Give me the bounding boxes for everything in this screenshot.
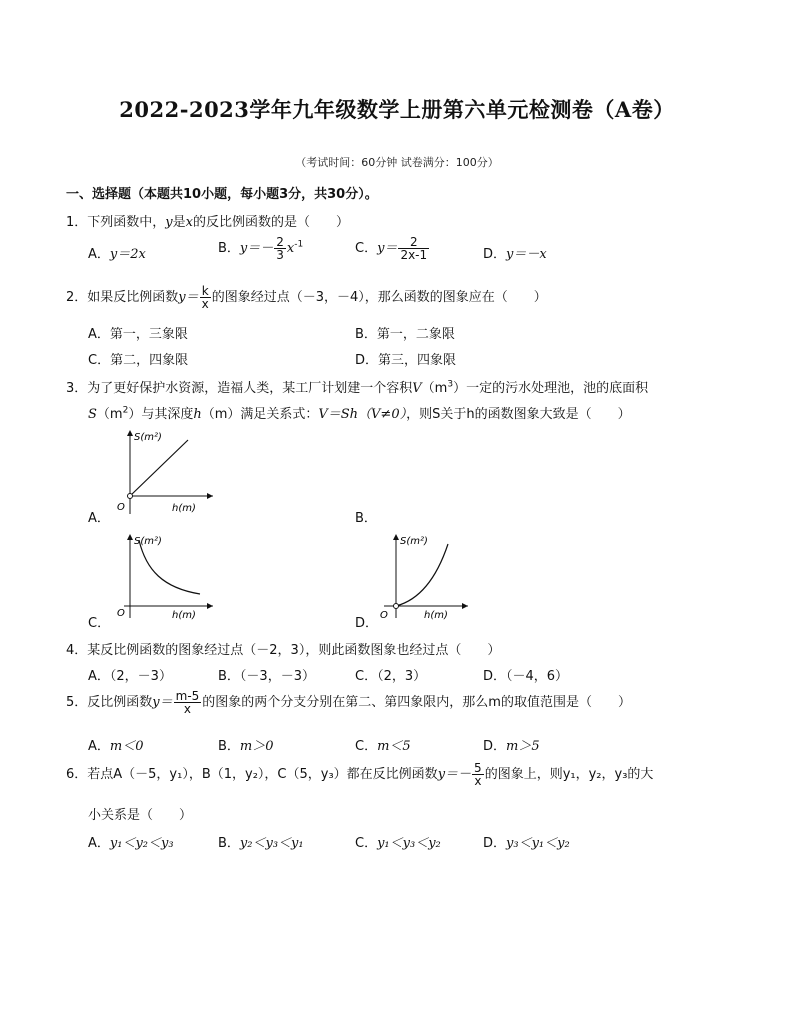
q3-option-c-label[interactable]: C． [88, 616, 111, 631]
q4-option-c[interactable]: C．（2，3） [355, 669, 427, 684]
x-axis-arrow [207, 493, 213, 499]
q2-option-b[interactable]: B．第一，二象限 [355, 327, 455, 342]
y-axis-label: S(m²) [134, 432, 162, 443]
q5-option-b[interactable]: B．m＞0 [218, 739, 274, 754]
x-axis-label: h(m) [172, 503, 196, 514]
exam-note: （考试时间：60分钟 试卷满分：100分） [295, 156, 499, 169]
x-axis-label: h(m) [172, 610, 196, 621]
graph-curve [396, 544, 448, 606]
y-axis-label: S(m²) [400, 536, 428, 547]
question-4-stem: 4．某反比例函数的图象经过点（－2，3），则此函数图象也经过点（ ） [66, 643, 501, 658]
q6-option-a[interactable]: A．y₁＜y₂＜y₃ [88, 836, 174, 851]
q3-option-b-label[interactable]: B． [355, 511, 377, 526]
q3-option-a-graph[interactable] [108, 426, 218, 518]
question-2-stem: 2．如果反比例函数y＝ $\frac{k}{x}$ 的图象经过点（－3，－4），那么函数的图象应在（ ） [66, 284, 547, 311]
q6-option-c[interactable]: C．y₁＜y₃＜y₂ [355, 836, 441, 851]
x-axis-arrow [207, 603, 213, 609]
q6-option-d[interactable]: D．y₃＜y₁＜y₂ [483, 836, 570, 851]
q1-option-b[interactable]: B．y＝－ $\frac{2}{3}$ $x^{-1}$ [218, 235, 304, 262]
q5-option-c[interactable]: C．m＜5 [355, 739, 411, 754]
q4-option-d[interactable]: D．（－4，6） [483, 669, 569, 684]
fraction: $\frac{2}{3}$ [276, 235, 284, 262]
origin-point [394, 604, 399, 609]
q3-option-d-label[interactable]: D． [355, 616, 379, 631]
section-heading: 一、选择题（本题共10小题，每小题3分，共30分）。 [66, 187, 378, 202]
q6-option-b[interactable]: B．y₂＜y₃＜y₁ [218, 836, 304, 851]
question-1-stem: 1．下列函数中，y是x的反比例函数的是（ ） [66, 215, 350, 230]
question-6-stem-line2: 小关系是（ ） [88, 808, 193, 823]
fraction: $\frac{2}{2x-1}$ [400, 235, 428, 262]
q1-option-a[interactable]: A．y＝2x [88, 247, 146, 262]
q2-option-a[interactable]: A．第一，三象限 [88, 327, 188, 342]
q1-option-d[interactable]: D．y＝－x [483, 247, 547, 262]
q2-option-c[interactable]: C．第二，四象限 [88, 353, 189, 368]
q3-option-d-graph[interactable] [374, 530, 474, 622]
y-axis-arrow [127, 534, 133, 540]
graph-curve [139, 540, 200, 594]
q4-option-b[interactable]: B．（－3，－3） [218, 669, 315, 684]
fraction: $\frac{m-5}{x}$ [175, 689, 200, 716]
q1-option-c[interactable]: C．y＝ $\frac{2}{2x-1}$ [355, 235, 428, 262]
q5-option-a[interactable]: A．m＜0 [88, 739, 144, 754]
question-3-stem-line2: $S(m^2)$与其深度h（m）满足关系式：V＝Sh（V≠0），则S关于h的函数图象大致是（ ） [88, 405, 631, 422]
x-axis-label: h(m) [424, 610, 448, 621]
origin-point [128, 494, 133, 499]
x-axis-arrow [462, 603, 468, 609]
question-5-stem: 5．反比例函数y＝ $\frac{m-5}{x}$ 的图象的两个分支分别在第二、第四象限内，那么m的取值范围是（ ） [66, 689, 631, 716]
page-title: 2022-2023学年九年级数学上册第六单元检测卷（A卷） [119, 97, 675, 122]
origin-label: O [117, 608, 125, 619]
question-6-stem: 6．若点A（－5，y₁），B（1，y₂），C（5，y₃）都在反比例函数y＝－ $\frac{5}{x}$ 的图象上，则y₁，y₂，y₃的大 [66, 761, 654, 788]
q4-option-a[interactable]: A．（2，－3） [88, 669, 172, 684]
q5-option-d[interactable]: D．m＞5 [483, 739, 540, 754]
q3-option-a-label[interactable]: A． [88, 511, 110, 526]
y-axis-label: S(m²) [134, 536, 162, 547]
origin-label: O [380, 610, 388, 621]
fraction: $\frac{5}{x}$ [474, 761, 482, 788]
q2-option-d[interactable]: D．第三，四象限 [355, 353, 457, 368]
y-axis-arrow [127, 430, 133, 436]
graph-line [130, 440, 188, 496]
fraction: $\frac{k}{x}$ [201, 284, 209, 311]
question-3-stem-line1: 3．为了更好保护水资源，造福人类，某工厂计划建一个容积$V(m^3)$一定的污水处理池，池的底面积 [66, 379, 649, 396]
q3-option-c-graph[interactable] [108, 530, 218, 622]
origin-label: O [117, 502, 125, 513]
y-axis-arrow [393, 534, 399, 540]
